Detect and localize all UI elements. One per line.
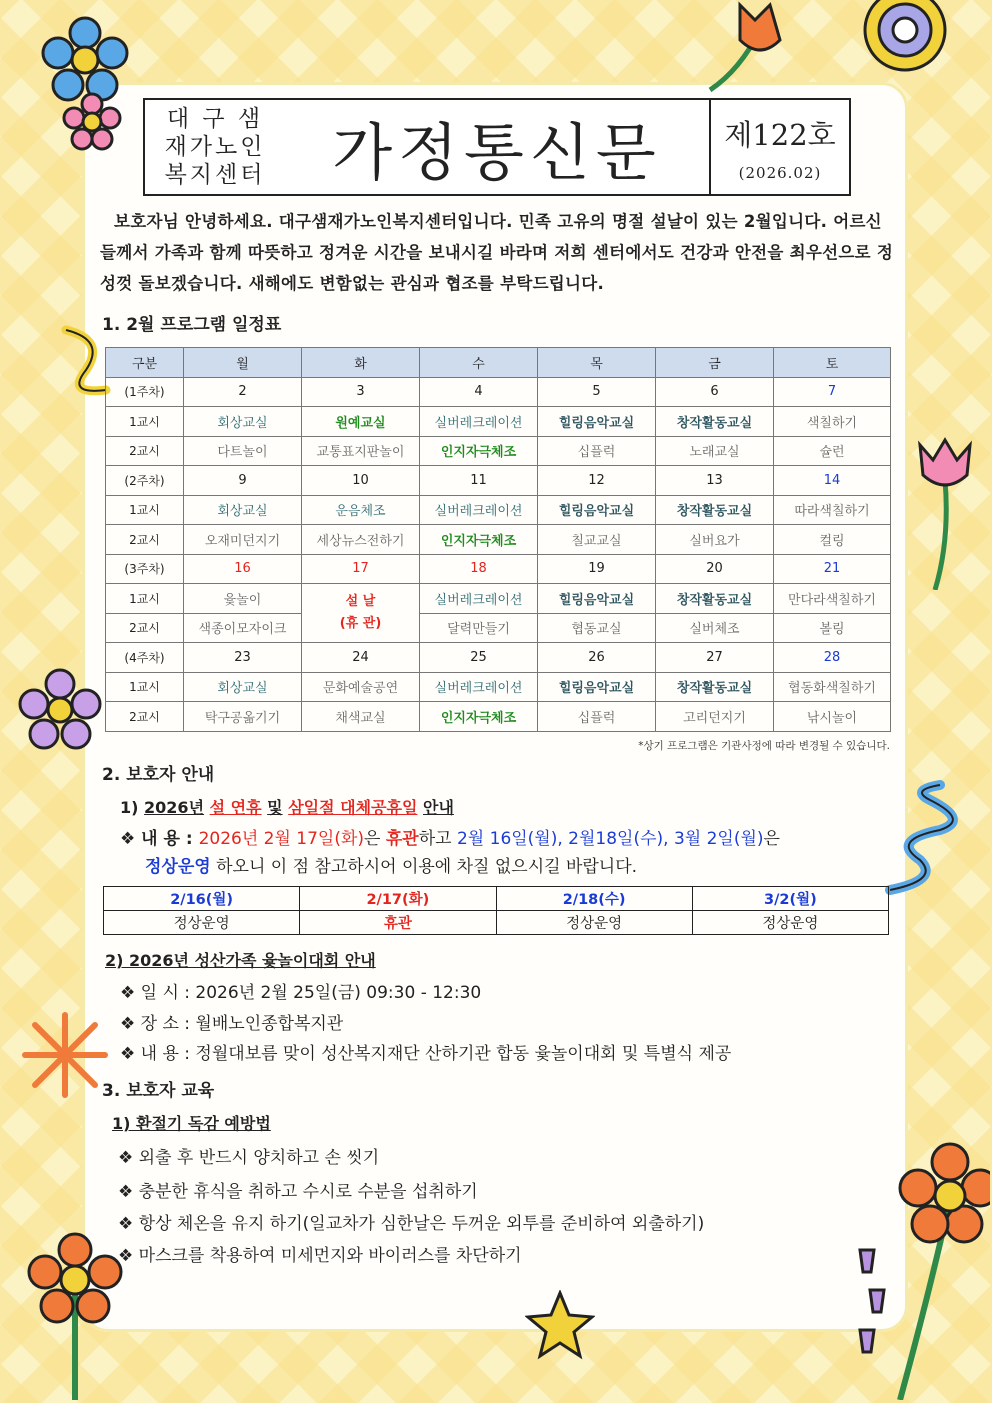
flower-decoration-bottom-left bbox=[15, 1230, 135, 1400]
program-cell: 협동교실 bbox=[538, 613, 656, 643]
ops-status-cell: 정상운영 bbox=[104, 911, 300, 935]
date-cell: 21 bbox=[774, 554, 891, 584]
program-cell: 힐링음악교실 bbox=[538, 495, 656, 525]
table-row bbox=[106, 613, 891, 643]
program-cell: 인지자극체조 bbox=[420, 436, 538, 466]
program-cell: 십플럭 bbox=[538, 702, 656, 732]
ops-date-cell: 2/17(화) bbox=[300, 887, 496, 911]
ops-status-cell: 정상운영 bbox=[496, 911, 692, 935]
program-cell: 낚시놀이 bbox=[774, 702, 891, 732]
content-text: 하오니 이 점 참고하시어 이용에 차질 없으시길 바랍니다. bbox=[210, 857, 638, 877]
flower-decoration-left-middle bbox=[18, 668, 102, 752]
table-row-week-label bbox=[106, 377, 891, 407]
date-cell: 5 bbox=[538, 377, 656, 407]
program-cell: 채색교실 bbox=[302, 702, 420, 732]
notice-title-holiday: 설 연휴 bbox=[209, 798, 262, 817]
event-content: ❖ 내 용 : 정월대보름 맞이 성산복지재단 산하기관 합동 윷놀이대회 및 특별식 제공 bbox=[120, 1044, 732, 1064]
date-cell: 28 bbox=[774, 643, 891, 673]
org-name-box bbox=[143, 98, 287, 196]
education-item: ❖ 충분한 휴식을 취하고 수시로 수분을 섭취하기 bbox=[118, 1182, 478, 1202]
program-cell: 문화예술공연 bbox=[302, 672, 420, 702]
event-date: ❖ 일 시 : 2026년 2월 25일(금) 09:30 - 12:30 bbox=[120, 983, 482, 1003]
program-cell: 교통표지판놀이 bbox=[302, 436, 420, 466]
program-cell: 회상교실 bbox=[184, 672, 302, 702]
ops-status-cell: 휴관 bbox=[300, 911, 496, 935]
period-label: 1교시 bbox=[106, 495, 184, 525]
event-place: ❖ 장 소 : 월배노인종합복지관 bbox=[120, 1014, 344, 1034]
closed-date: 2026년 2월 17일(화) bbox=[198, 829, 365, 849]
program-cell: 슐런 bbox=[774, 436, 891, 466]
program-cell: 색종이모자이크 bbox=[184, 613, 302, 643]
table-row bbox=[106, 525, 891, 555]
program-cell: 운음체조 bbox=[302, 495, 420, 525]
program-cell: 다트놀이 bbox=[184, 436, 302, 466]
table-header-cell: 구분 bbox=[106, 348, 184, 378]
section-title-guardian-info: 2. 보호자 안내 bbox=[102, 765, 215, 785]
program-cell: 인지자극체조 bbox=[420, 702, 538, 732]
starburst-decoration-left bbox=[20, 1010, 110, 1100]
holiday-cell bbox=[302, 584, 420, 643]
program-cell: 탁구공옮기기 bbox=[184, 702, 302, 732]
open-word: 정상운영 bbox=[145, 857, 211, 877]
notice-content-line1 bbox=[120, 824, 780, 849]
open-dates: 2월 16일(월), 2월18일(수), 3월 2일(월) bbox=[456, 829, 764, 849]
period-label: 2교시 bbox=[106, 613, 184, 643]
program-cell: 실버레크레이션 bbox=[420, 672, 538, 702]
flower-decoration-left bbox=[62, 92, 122, 152]
date-cell: 25 bbox=[420, 643, 538, 673]
content-text: 은 bbox=[364, 829, 386, 849]
program-cell: 인지자극체조 bbox=[420, 525, 538, 555]
ops-date-cell: 3/2(월) bbox=[692, 887, 888, 911]
program-cell: 따라색칠하기 bbox=[774, 495, 891, 525]
program-cell: 색칠하기 bbox=[774, 407, 891, 437]
program-cell: 회상교실 bbox=[184, 495, 302, 525]
content-label: ❖ 내 용 : bbox=[120, 829, 199, 849]
notice-title-part: 안내 bbox=[422, 798, 454, 817]
program-cell: 회상교실 bbox=[184, 407, 302, 437]
program-schedule-table bbox=[105, 347, 891, 732]
program-cell: 힐링음악교실 bbox=[538, 407, 656, 437]
program-cell: 실버레크레이션 bbox=[420, 495, 538, 525]
table-row bbox=[106, 436, 891, 466]
flower-decoration-bottom-right bbox=[840, 1140, 990, 1400]
period-label: 1교시 bbox=[106, 584, 184, 614]
closed-word: 휴관 bbox=[385, 829, 419, 849]
date-cell: 26 bbox=[538, 643, 656, 673]
table-row bbox=[104, 911, 889, 935]
date-cell: 12 bbox=[538, 466, 656, 496]
program-cell: 협동화색칠하기 bbox=[774, 672, 891, 702]
program-cell: 힐링음악교실 bbox=[538, 672, 656, 702]
program-cell: 노래교실 bbox=[656, 436, 774, 466]
date-cell: 11 bbox=[420, 466, 538, 496]
operation-status-table bbox=[103, 886, 889, 935]
schedule-note: *상기 프로그램은 기관사정에 따라 변경될 수 있습니다. bbox=[638, 740, 890, 752]
table-header-cell: 토 bbox=[774, 348, 891, 378]
education-subtitle: 1) 환절기 독감 예방법 bbox=[112, 1114, 271, 1133]
date-cell: 10 bbox=[302, 466, 420, 496]
date-cell: 27 bbox=[656, 643, 774, 673]
period-label: 1교시 bbox=[106, 407, 184, 437]
org-name-line: 복지센터 bbox=[164, 162, 266, 188]
issue-date: (2026.02) bbox=[738, 163, 822, 182]
program-cell: 창작활동교실 bbox=[656, 495, 774, 525]
table-row bbox=[106, 495, 891, 525]
ops-date-cell: 2/18(수) bbox=[496, 887, 692, 911]
date-cell: 14 bbox=[774, 466, 891, 496]
table-row bbox=[104, 887, 889, 911]
issue-number: 제122호 bbox=[724, 117, 836, 152]
section-title-education: 3. 보호자 교육 bbox=[102, 1081, 215, 1101]
program-cell: 실버레크레이션 bbox=[420, 407, 538, 437]
date-cell: 16 bbox=[184, 554, 302, 584]
page-title: 가정통신문 bbox=[285, 98, 711, 196]
program-cell: 창작활동교실 bbox=[656, 672, 774, 702]
sun-decoration-top-right bbox=[855, 0, 965, 90]
notice-number: 1) bbox=[120, 798, 139, 817]
issue-box bbox=[711, 98, 851, 196]
notice-title-part: 및 bbox=[267, 798, 283, 817]
education-item: ❖ 마스크를 착용하여 미세먼지와 바이러스를 차단하기 bbox=[118, 1246, 522, 1266]
spring-decoration-right bbox=[880, 780, 970, 900]
notice-yut-title: 2) 2026년 성산가족 윷놀이대회 안내 bbox=[105, 951, 376, 970]
program-cell: 달력만들기 bbox=[420, 613, 538, 643]
week-label: (4주차) bbox=[106, 643, 184, 673]
date-cell: 7 bbox=[774, 377, 891, 407]
period-label: 1교시 bbox=[106, 672, 184, 702]
notice-title-part: 2026년 bbox=[144, 798, 205, 817]
org-name-line: 대 구 샘 bbox=[166, 106, 264, 132]
tulip-decoration-right bbox=[905, 430, 985, 590]
period-label: 2교시 bbox=[106, 525, 184, 555]
table-row bbox=[106, 407, 891, 437]
notice-holiday-title bbox=[120, 795, 454, 818]
star-decoration-bottom bbox=[525, 1290, 595, 1360]
education-item: ❖ 외출 후 반드시 양치하고 손 씻기 bbox=[118, 1148, 380, 1168]
holiday-closed-label: (휴 관) bbox=[339, 616, 382, 631]
section-title-schedule: 1. 2월 프로그램 일정표 bbox=[102, 315, 282, 335]
table-row-week-label bbox=[106, 466, 891, 496]
date-cell: 2 bbox=[184, 377, 302, 407]
program-cell: 만다라색칠하기 bbox=[774, 584, 891, 614]
program-cell: 오재미던지기 bbox=[184, 525, 302, 555]
program-cell: 세상뉴스전하기 bbox=[302, 525, 420, 555]
week-label: (3주차) bbox=[106, 554, 184, 584]
date-cell: 19 bbox=[538, 554, 656, 584]
tulip-decoration-top bbox=[700, 0, 790, 100]
date-cell: 9 bbox=[184, 466, 302, 496]
program-cell: 힐링음악교실 bbox=[538, 584, 656, 614]
program-cell: 실버체조 bbox=[656, 613, 774, 643]
date-cell: 23 bbox=[184, 643, 302, 673]
date-cell: 17 bbox=[302, 554, 420, 584]
ops-date-cell: 2/16(월) bbox=[104, 887, 300, 911]
table-header-cell: 화 bbox=[302, 348, 420, 378]
table-header-cell: 수 bbox=[420, 348, 538, 378]
content-text: 은 bbox=[763, 829, 780, 849]
program-cell: 실버레크레이션 bbox=[420, 584, 538, 614]
ops-status-cell: 정상운영 bbox=[692, 911, 888, 935]
table-header-cell: 금 bbox=[656, 348, 774, 378]
table-row bbox=[106, 584, 891, 614]
table-row bbox=[106, 702, 891, 732]
program-cell: 볼링 bbox=[774, 613, 891, 643]
period-label: 2교시 bbox=[106, 702, 184, 732]
week-label: (2주차) bbox=[106, 466, 184, 496]
program-cell: 원예교실 bbox=[302, 407, 420, 437]
date-cell: 6 bbox=[656, 377, 774, 407]
org-name-line: 재가노인 bbox=[164, 134, 266, 160]
program-cell: 윷놀이 bbox=[184, 584, 302, 614]
program-cell: 칠교교실 bbox=[538, 525, 656, 555]
table-header-cell: 목 bbox=[538, 348, 656, 378]
table-row bbox=[106, 672, 891, 702]
newsletter-header bbox=[143, 98, 849, 194]
program-cell: 컬링 bbox=[774, 525, 891, 555]
notice-content-line2 bbox=[145, 852, 637, 877]
date-cell: 4 bbox=[420, 377, 538, 407]
date-cell: 20 bbox=[656, 554, 774, 584]
notice-title-substitute-holiday: 삼일절 대체공휴일 bbox=[288, 798, 418, 817]
table-header-cell: 월 bbox=[184, 348, 302, 378]
program-cell: 창작활동교실 bbox=[656, 584, 774, 614]
date-cell: 13 bbox=[656, 466, 774, 496]
period-label: 2교시 bbox=[106, 436, 184, 466]
intro-paragraph: 보호자님 안녕하세요. 대구샘재가노인복지센터입니다. 민족 고유의 명절 설날이 있는 2월입니다. 어르신들께서 가족과 함께 따뜻하고 정겨운 시간을 보내시길 바라며 저희 센터에서도 건강과 안전을 최우선으로 정성껏 돌보겠습니다. 새해에도 변함없는 관심과 협조를 부탁드립니다. bbox=[100, 212, 894, 293]
program-cell: 실버요가 bbox=[656, 525, 774, 555]
date-cell: 18 bbox=[420, 554, 538, 584]
program-cell: 고리던지기 bbox=[656, 702, 774, 732]
date-cell: 24 bbox=[302, 643, 420, 673]
holiday-label: 설 날 bbox=[345, 594, 376, 609]
table-row-week-label bbox=[106, 643, 891, 673]
date-cell: 3 bbox=[302, 377, 420, 407]
program-cell: 창작활동교실 bbox=[656, 407, 774, 437]
program-cell: 십플럭 bbox=[538, 436, 656, 466]
content-text: 하고 bbox=[418, 829, 457, 849]
table-row-week-label bbox=[106, 554, 891, 584]
table-header-row bbox=[106, 348, 891, 378]
education-item: ❖ 항상 체온을 유지 하기(일교차가 심한날은 두꺼운 외투를 준비하여 외출하기) bbox=[118, 1214, 705, 1234]
week-label: (1주차) bbox=[106, 377, 184, 407]
